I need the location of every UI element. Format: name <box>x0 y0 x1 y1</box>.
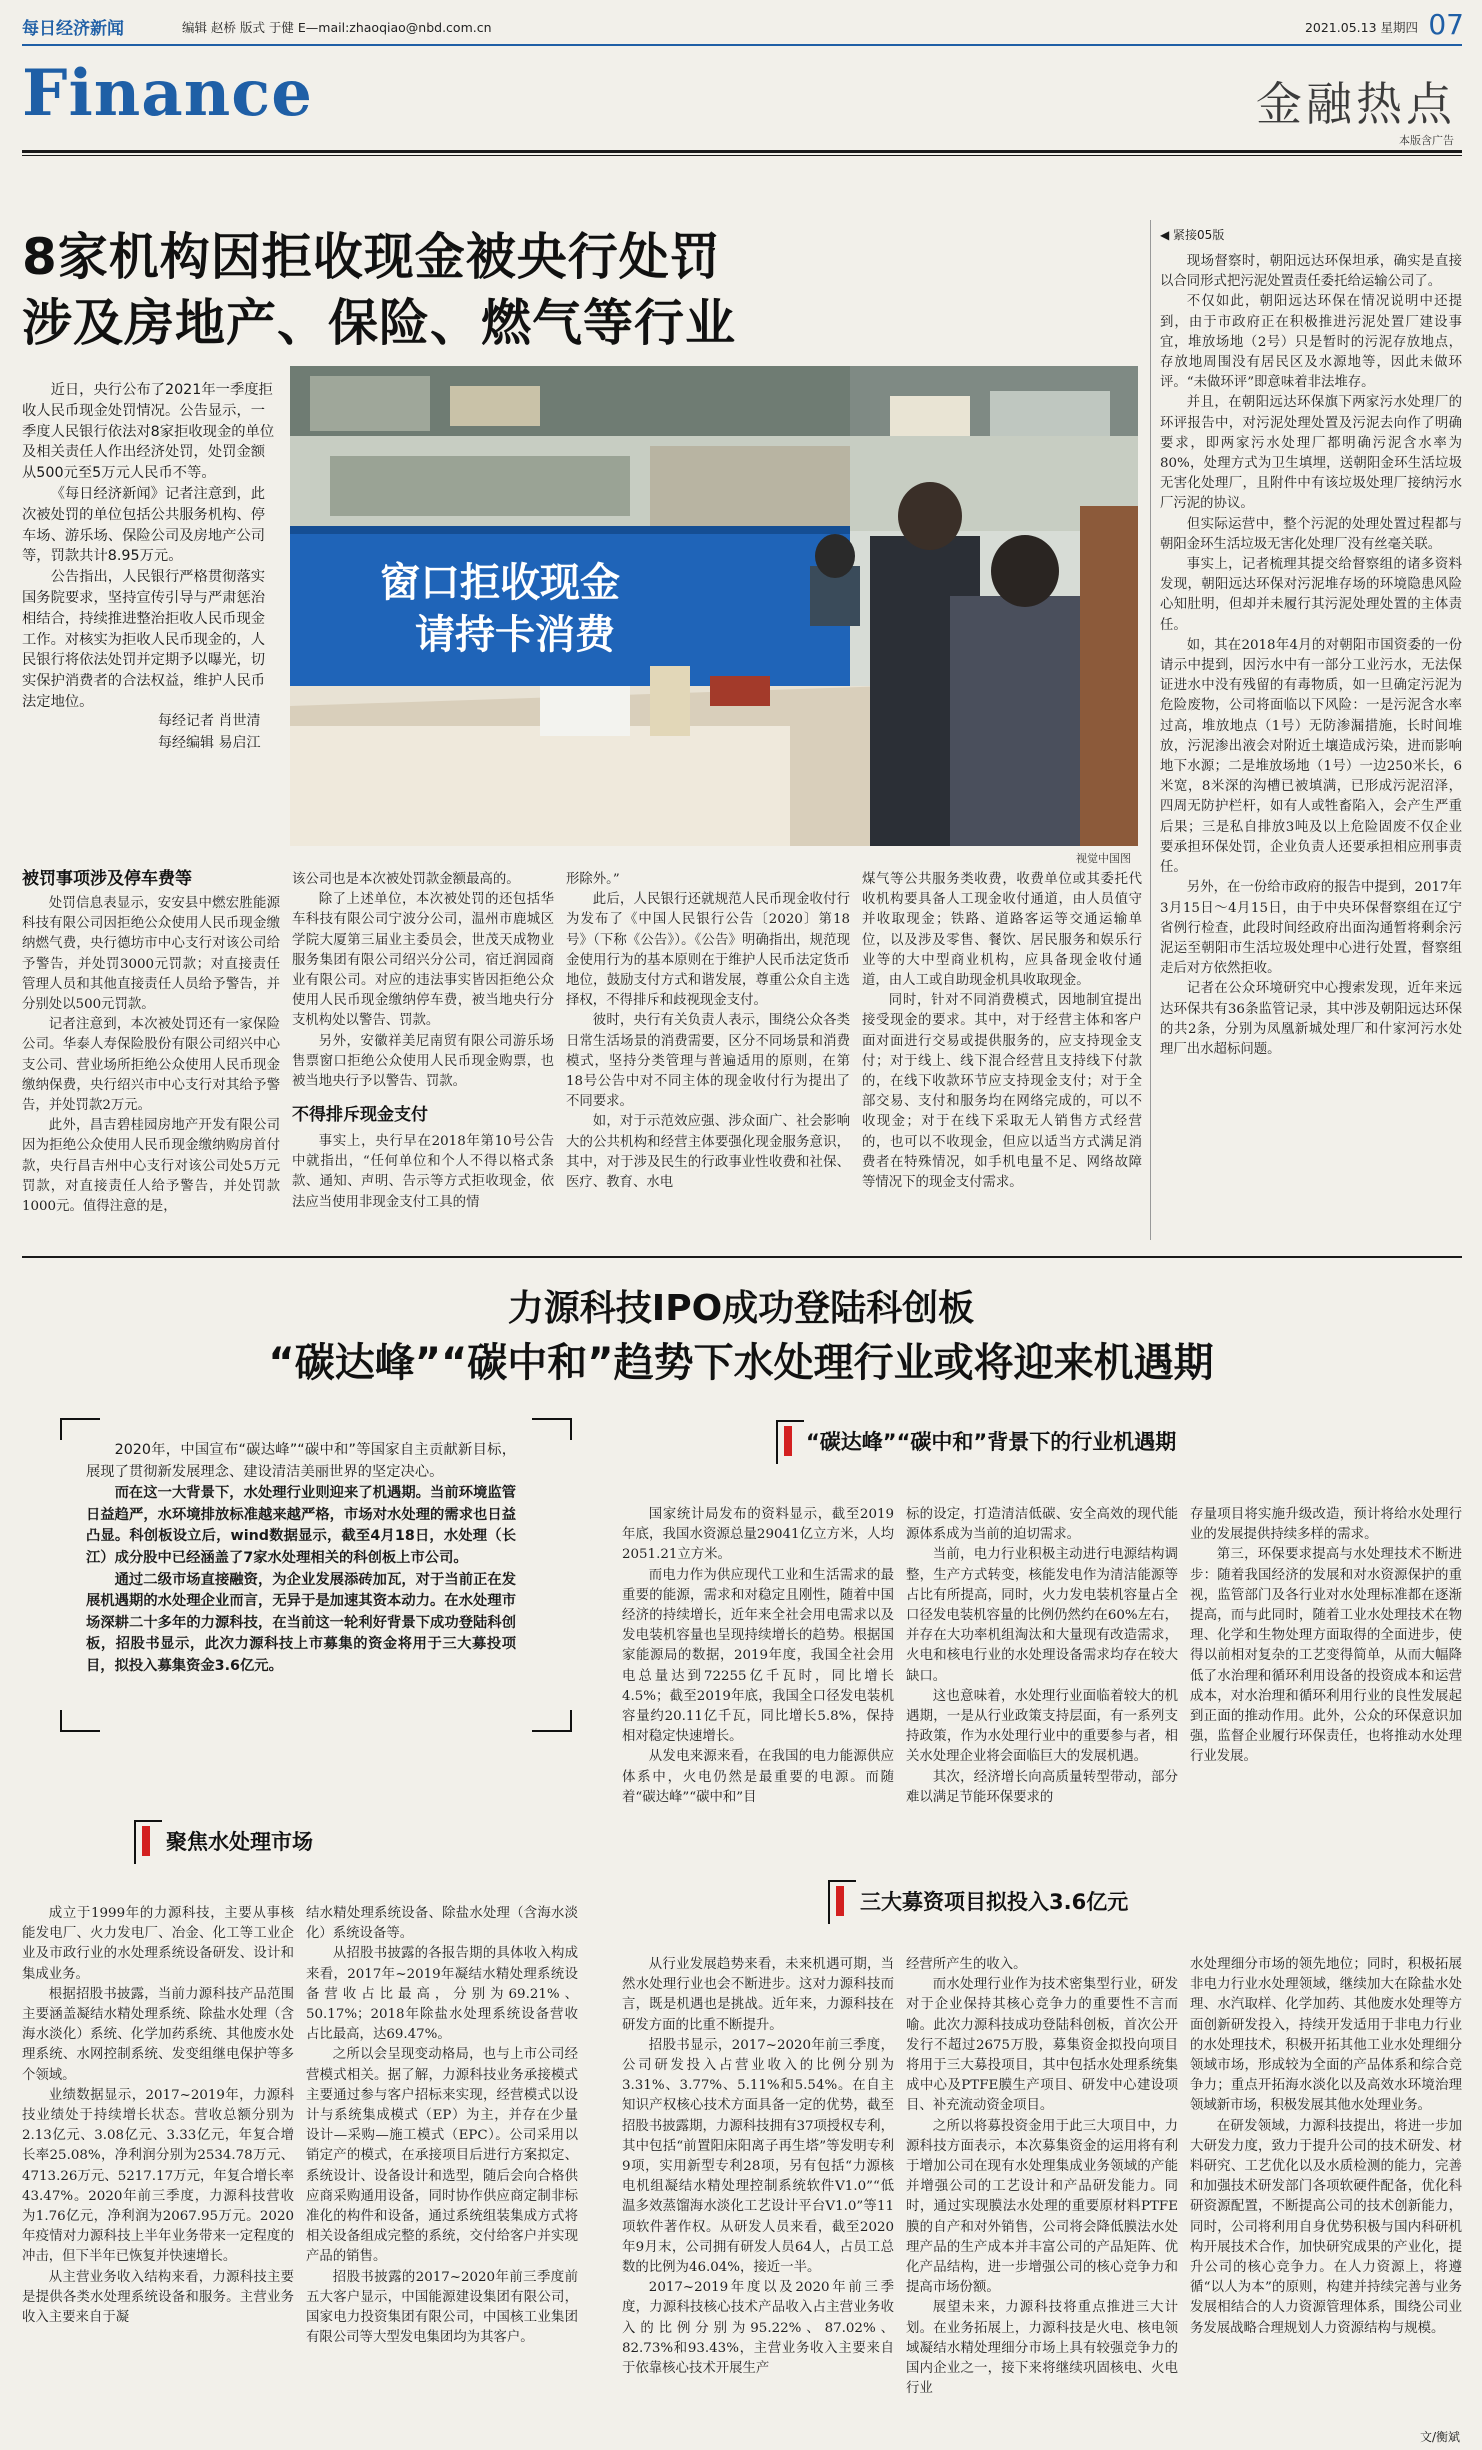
body-3-column-2: 结水精处理系统设备、除盐水处理（含海水淡化）系统设备等。 从招股书披露的各报告期的具体收入构成来看，2017年~2019年凝结水精处理系统设备营收占比最高，分别为69.21%、50.17%；2018年除盐水处理系统设备营收占比最高，达69.47%。 之所以会呈现变动格局，也与上市公司经营模式相关。据了解，力源科技业务承接模式主要通过参与客户招标来实现，经营模式以设计与系统集成模式（EP）为主，并存在少量设计—采购—施工模式（EPC）。公司采用以销定产的模式，在承接项目后进行方案拟定、系统设计、设备设计和选型，随后会向合格供应商采购通用设备，同时协作供应商定制非标准化的构件和设备，通过系统组装集成方式将相关设备组成完整的系统，交付给客户并实现产品的销售。 招股书披露的2017~2020年前三季度前五大客户显示，中国能源建设集团有限公司，国家电力投资集团有限公司，中国核工业集团有限公司等大型发电集团均为其客户。 <box>306 1906 578 2346</box>
lead-2: 2020年，中国宣布“碳达峰”“碳中和”等国家自主贡献新目标，展现了贯彻新发展理念、建设清洁美丽世界的坚定决心。 而在这一大背景下，水处理行业则迎来了机遇期。当前环境监管日益趋严，水环境排放标准越来越严格，市场对水处理的需求也日益凸显。科创板设立后，wind数据显示，截至4月18日，水处理（长江）成分股中已经涵盖了7家水处理相关的科创板上市公司。 通过二级市场直接融资，为企业发展添砖加瓦，对于当前正在发展机遇期的水处理企业而言，无异于是加速其资本动力。在水处理市场深耕二十多年的力源科技，在当前这一轮利好背景下成功登陆科创板，招股书显示，此次力源科技上市募集的资金将用于三大募投项目，拟投入募集资金3.6亿元。 <box>86 1442 516 1674</box>
body-column-2: 该公司也是本次被处罚款金额最高的。 除了上述单位，本次被处罚的还包括华车科技有限公司宁波分公司，温州市鹿城区学院大厦第三届业主委员会，世茂天成物业服务集团有限公司绍兴分公司，宿迁润园商业有限公司。对应的违法事实皆因拒绝公众使用人民币现金缴纳停车费，被当地央行分支机构处以警告、罚款。 另外，安徽祥美尼南贸有限公司游乐场售票窗口拒绝公众使用人民币现金购票，也被当地央行予以警告、罚款。 <box>292 872 554 1090</box>
lead-paragraphs: 近日，央行公布了2021年一季度拒收人民币现金处罚情况。公告显示，一季度人民银行依法对8家拒收现金的单位及相关责任人作出经济处罚，处罚金额从500元至5万元人民币不等。 《每日经济新闻》记者注意到，此次被处罚的单位包括公共服务机构、停车场、游乐场、保险公司及房地产公司等，罚款共计8.95万元。 公告指出，人民银行严格贯彻落实国务院要求，坚持宣传引导与严肃惩治相结合，持续推进整治拒收人民币现金工作。对核实为拒收人民币现金的，人民银行将依法处罚并定期予以曝光，切实保护消费者的合法权益，维护人民币法定地位。 <box>22 382 275 710</box>
story-divider <box>22 1256 1462 1258</box>
lead-bracket-bottom-left <box>60 1710 100 1732</box>
subhead-no-exclusion: 不得排斥现金支付 <box>292 1105 428 1125</box>
bracket-corner <box>776 1420 804 1464</box>
headline-1: 8家机构因拒收现金被央行处罚 涉及房地产、保险、燃气等行业 <box>22 228 736 352</box>
section-rule-thin <box>22 155 1462 156</box>
lead-bracket-top-left <box>60 1418 100 1440</box>
box-heading-opportunity: “碳达峰”“碳中和”背景下的行业机遇期 <box>600 1420 1462 1480</box>
photo-sign-text-1: 窗口拒收现金 <box>380 560 620 606</box>
subhead-parking-fees: 被罚事项涉及停车费等 <box>22 869 192 889</box>
section-rule <box>22 150 1462 153</box>
ad-note: 本版含广告 <box>1399 134 1454 147</box>
continued-from-tag: ◀ 紧接05版 <box>1160 228 1225 242</box>
lead-bracket-bottom-right <box>532 1710 572 1732</box>
bracket-corner <box>134 1820 162 1864</box>
body-3-column-3: 从行业发展趋势来看，未来机遇可期，当然水处理行业也会不断进步。这对力源科技而言，既是机遇也是挑战。近年来，力源科技在研发方面的比重不断提升。 招股书显示，2017~2020年前三季度，公司研发投入占营业收入的比例分别为3.31%、3.77%、5.11%和5.54%。在自主知识产权核心技术方面具备一定的优势，截至招股书披露期，力源科技拥有37项授权专利，其中包括“前置阳床阳离子再生塔”等发明专利9项，实用新型专利28项，另有包括“力源核电机组凝结水精处理控制系统软件V1.0”“低温多效蒸馏海水淡化工艺设计平台V1.0”等11项软件著作权。从研发人员来看，截至2020年9月末，公司拥有研发人员64人，占员工总数的比例为46.04%，接近一半。 2017~2019年度以及2020年前三季度，力源科技核心技术产品收入占主营业务收入的比例分别为95.22%、87.02%、82.73%和93.43%，主营业务收入主要来自于依靠核心技术开展生产 <box>622 1957 894 2377</box>
headline-2-line-2: “碳达峰”“碳中和”趋势下水处理行业或将迎来机遇期 <box>268 1340 1214 1386</box>
body-column-4: 煤气等公共服务类收费，收费单位或其委托代收机构要具备人工现金收付通道，由人员值守并收取现金；铁路、道路客运等交通运输单位，以及涉及零售、餐饮、居民服务和娱乐行业等的大中型商业机构，应具备现金收付通道，由人工或自助现金机具收取现金。 同时，针对不同消费模式，因地制宜提出接受现金的要求。其中，对于经营主体和客户面对面进行交易或提供服务的，应支持现金支付；对于线上、线下混合经营且支持线下付款的，在线下收款环节应支持现金支付；对于全部交易、支付和服务均在网络完成的，可以不收现金；对于在线下采取无人销售方式经营的，也可以不收现金，但应以适当方式满足消费者在特殊情况，如手机电量不足、网络故障等情况下的现金支付需求。 <box>862 872 1142 1191</box>
byline: 每经记者 肖世清 每经编辑 易启江 <box>158 713 261 751</box>
photo-credit: 视觉中国图 <box>1076 852 1131 865</box>
section-title-en: Finance <box>22 56 313 131</box>
headline-2-line-1: 力源科技IPO成功登陆科创板 <box>507 1288 975 1329</box>
photo-sign-text-2: 请持卡消费 <box>415 612 615 658</box>
continued-column: 现场督察时，朝阳远达环保坦承，确实是直接以合同形式把污泥处置责任委托给运输公司了。 不仅如此，朝阳远达环保在情况说明中还提到，由于市政府正在积极推进污泥处置厂建设事宜，堆放场地（2号）只是暂时的污泥存放地点，存放地周围没有居民区及水源地等，因此未做环评。“未做环评”即意味着非法堆存。 并且，在朝阳远达环保旗下两家污水处理厂的环评报告中，对污泥处理处置及污泥去向作了明确要求，即两家污水处理厂都明确污泥含水率为80%，处理方式为卫生填埋，送朝阳金环生活垃圾无害化处理厂，且附件中有该垃圾处理厂接纳污水厂污泥的协议。 但实际运营中，整个污泥的处理处置过程都与朝阳金环生活垃圾无害化处理厂没有丝毫关联。 事实上，记者梳理其提交给督察组的诸多资料发现，朝阳远达环保对污泥堆存场的环境隐患风险心知肚明，但却并未履行其污泥处理处置的主体责任。 如，其在2018年4月的对朝阳市国资委的一份请示中提到，因污水中有一部分工业污水，无法保证进水中没有残留的有毒物质，如一旦确定污泥为危险废物，公司将面临以下风险：一是污泥含水率过高，堆放地点（1号）无防渗漏措施，长时间堆放，污泥渗出液会对附近土壤造成污染，进而影响地下水源；二是堆放场地（1号）一边250米长，6米宽，8米深的沟槽已被填满，已形成污泥沼泽，四周无防护栏杆，如有人或牲畜陷入，会产生严重后果；三是私自排放3吨及以上危险固废不仅企业要承担环保处罚，企业负责人还要承担相应刑事责任。 另外，在一份给市政府的报告中提到，2017年3月15日～4月15日，由于中央环保督察组在辽宁省例行检查，此段时间经政府出面沟通暂将剩余污泥运至朝阳市生活垃圾处理中心进行处置，督察组走后对方依然拒收。 记者在公众环境研究中心搜索发现，近年来远达环保共有36条监管记录，其中涉及朝阳远达环保的共2条，分别为凤凰新城处理厂和什家河污水处理厂出水超标问题。 <box>1160 254 1462 1057</box>
masthead: 每日经济新闻 <box>22 19 124 39</box>
section-title-cn: 金融热点 <box>1256 77 1456 131</box>
header-rule <box>22 44 1462 46</box>
lead-bracket-top-right <box>532 1418 572 1440</box>
body-3-column-5: 水处理细分市场的领先地位；同时，积极拓展非电力行业水处理领域，继续加大在除盐水处理、水汽取样、化学加药、其他废水处理等方面创新研发投入，持续开发适用于非电力行业的水处理技术，积极开拓其他工业水处理细分领域市场，形成较为全面的产品体系和综合竞争力；重点开拓海水淡化以及高效水环境治理领域新市场，积极发展其他水处理业务。 在研发领域，力源科技提出，将进一步加大研发力度，致力于提升公司的技术研发、材料研究、工艺优化以及水质检测的能力，完善和加强技术研发部门各项软硬件配备，优化科研资源配置，不断提高公司的技术创新能力，同时，公司将利用自身优势积极与国内科研机构开展技术合作，加快研究成果的产业化，提升公司的核心竞争力。在人力资源上，将遵循“以人为本”的原则，构建并持续完善与业务发展相结合的人力资源管理体系，围绕公司业务发展战略合理规划人力资源结构与规模。 <box>1190 1957 1462 2336</box>
page-number: 07 <box>1428 8 1464 41</box>
issue-date: 2021.05.13 星期四 <box>1304 20 1418 35</box>
body-column-1: 处罚信息表显示，安安县中燃宏胜能源科技有限公司因拒绝公众使用人民币现金缴纳燃气费，央行德坊市中心支行对该公司给予警告，并处罚3000元罚款；对直接责任管理人员和其他直接责任人员给予警告，并分别处以500元罚款。 记者注意到，本次被处罚还有一家保险公司。华泰人寿保险股份有限公司绍兴中心支公司、营业场所拒绝公众使用人民币现金缴纳保费，央行绍兴市中心支行对其给予警告，并处罚款2万元。 此外，昌吉碧桂园房地产开发有限公司因为拒绝公众使用人民币现金缴纳购房首付款，央行昌吉州中心支行对该公司处5万元罚款，对直接责任人给予警告，并处罚款1000元。值得注意的是， <box>22 896 280 1214</box>
body-3-column-4: 经营所产生的收入。 而水处理行业作为技术密集型行业，研发对于企业保持其核心竞争力的重要性不言而喻。此次力源科技成功登陆科创板，首次公开发行不超过2675万股，募集资金拟投向项目将用于三大募投项目，其中包括水处理系统集成中心及PTFE膜生产项目、研发中心建设项目、补充流动资金项目。 之所以将募投资金用于此三大项目中，力源科技方面表示，本次募集资金的运用将有利于增加公司在现有水处理集成业务领域的产能并增强公司的工艺设计和产品研发能力。同时，通过实现膜法水处理的重要原材料PTFE膜的自产和对外销售，公司将会降低膜法水处理产品的生产成本并丰富公司的产品矩阵、优化产品结构，进一步增强公司的核心竞争力和提高市场份额。 展望未来，力源科技将重点推进三大计划。在业务拓展上，力源科技是火电、核电领域凝结水精处理细分市场上具有较强竞争力的国内企业之一，接下来将继续巩固核电、火电行业 <box>906 1957 1178 2397</box>
bracket-corner <box>828 1880 856 1924</box>
body-column-3: 形除外。” 此后，人民银行还就规范人民币现金收付行为发布了《中国人民银行公告〔2020〕第18号》（下称《公告》）。《公告》明确指出，规范现金使用行为的基本原则在于维护人民币法定货币地位，鼓励支付方式和谐发展，尊重公众自主选择权，不得排斥和歧视现金支付。 彼时，央行有关负责人表示，围绕公众各类日常生活场景的消费需要，区分不同场景和消费模式，坚持分类管理与普遍适用的原则，在第18号公告中对不同主体的现金收付行为提出了不同要求。 如，对于示范效应强、涉众面广、社会影响大的公共机构和经营主体要强化现金服务意识，其中，对于涉及民生的行政事业性收费和社保、医疗、教育、水电 <box>566 872 850 1191</box>
body-3-column-1: 成立于1999年的力源科技，主要从事核能发电厂、火力发电厂、冶金、化工等工业企业及市政行业的水处理系统设备研发、设计和集成业务。 根据招股书披露，当前力源科技产品范围主要涵盖凝结水精处理系统、除盐水处理（含海水淡化）系统、化学加药系统、其他废水处理系统、水网控制系统、发变组继电保护等多个领域。 业绩数据显示，2017~2019年，力源科技业绩处于持续增长状态。营收总额分别为2.13亿元、3.08亿元、3.33亿元，年复合增长率25.08%，净利润分别为2534.78万元、4713.26万元、5217.17万元，年复合增长率43.47%。2020年前三季度，力源科技营收为1.76亿元，净利润为2067.95万元。2020年疫情对力源科技上半年业务带来一定程度的冲击，但下半年已恢复并快速增长。 从主营业务收入结构来看，力源科技主要是提供各类水处理系统设备和服务。主营业务收入主要来自于凝 <box>22 1906 294 2326</box>
author-signature: 文/衡斌 <box>1419 2430 1460 2444</box>
box-heading-fundraising: 三大募资项目拟投入3.6亿元 <box>780 1880 1280 1936</box>
news-photo <box>290 366 1138 846</box>
column-divider <box>1150 220 1151 1240</box>
body-2-column-3: 存量项目将实施升级改造，预计将给水处理行业的发展提供持续多样的需求。 第三，环保要求提高与水处理技术不断进步：随着我国经济的发展和对水资源保护的重视，监管部门及各行业对水处理标准都在逐渐提高，而与此同时，随着工业水处理技术在物理、化学和生物处理方面取得的全面进步，使得以前相对复杂的工艺变得简单，从而大幅降低了水治理和循环利用设备的投资成本和运营成本，对水治理和循环利用行业的良性发展起到正面的推动作用。此外，公众的环保意识加强，监督企业履行环保责任，也将推动水处理行业发展。 <box>1190 1507 1462 1765</box>
editor-line: 编辑 赵桥 版式 于健 E—mail:zhaoqiao@nbd.com.cn <box>182 20 492 35</box>
box-heading-focus: 聚焦水处理市场 <box>90 1820 550 1876</box>
body-2-column-1: 国家统计局发布的资料显示，截至2019年底，我国水资源总量29041亿立方米，人均2051.21立方米。 而电力作为供应现代工业和生活需求的最重要的能源，需求和对稳定且刚性，随着中国经济的持续增长，近年来全社会用电需求以及发电装机容量也呈现持续增长的趋势。根据国家能源局的数据，2019年度，我国全社会用电总量达到72255亿千瓦时，同比增长4.5%；截至2019年底，我国全口径发电装机容量约20.11亿千瓦，同比增长5.8%，保持相对稳定快速增长。 从发电来源来看，在我国的电力能源供应体系中，火电仍然是最重要的电源。而随着“碳达峰”“碳中和”目 <box>622 1507 894 1805</box>
body-column-2b: 事实上，央行早在2018年第10号公告中就指出，“任何单位和个人不得以格式条款、通知、声明、告示等方式拒收现金，依法应当使用非现金支付工具的情 <box>292 1134 554 1210</box>
body-2-column-2: 标的设定，打造清洁低碳、安全高效的现代能源体系成为当前的迫切需求。 当前，电力行业积极主动进行电源结构调整，生产方式转变，核能发电作为清洁能源等占比有所提高，同时，火力发电装机容量占全口径发电装机容量的比例仍然约在60%左右，并存在大功率机组淘汰和大量现有改造需求，火电和核电行业的水处理设备需求均存在较大缺口。 这也意味着，水处理行业面临着较大的机遇期，一是从行业政策支持层面，有一系列支持政策，作为水处理行业中的重要参与者，相关水处理企业将会面临巨大的发展机遇。 其次，经济增长向高质量转型带动，部分难以满足节能环保要求的 <box>906 1507 1178 1805</box>
